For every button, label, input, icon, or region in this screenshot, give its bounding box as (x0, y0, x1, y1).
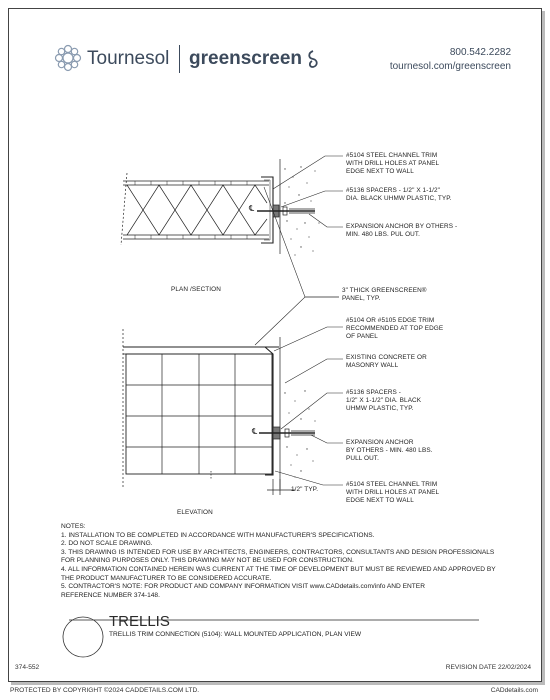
callout-channel-trim-elev: #5104 STEEL CHANNEL TRIM WITH DRILL HOLES AT PANEL EDGE NEXT TO WALL (346, 481, 440, 504)
plan-section-label: PLAN /SECTION (171, 286, 221, 293)
dimension-label: 1/2" TYP. (291, 486, 319, 493)
notes-block (61, 523, 496, 600)
brand-tournesol: Tournesol (87, 48, 170, 69)
callout-wall: EXISTING CONCRETE OR MASONRY WALL (346, 354, 427, 369)
brand-greenscreen: greenscreen (189, 48, 303, 69)
callout-edge-trim: #5104 OR #5105 EDGE TRIM RECOMMENDED AT TOP EDGE OF PANEL (346, 317, 444, 340)
callout-spacers-plan: #5136 SPACERS - 1/2" X 1-1/2" DIA. BLACK UHMW PLASTIC, TYP. (346, 187, 452, 202)
callout-anchor-plan: EXPANSION ANCHOR BY OTHERS - MIN. 480 LBS. PUL OUT. (346, 223, 458, 238)
note-line: 4. ALL INFORMATION CONTAINED HEREIN WAS CURRENT AT THE TIME OF DEVELOPMENT BUT MUST BE REVIEWED AND APPROVED BY (61, 565, 496, 573)
phone-number: 800.542.2282 (449, 47, 511, 58)
caddetails-link[interactable]: CADdetails.com (490, 687, 538, 694)
plan-panel (121, 173, 315, 245)
note-line: 1. INSTALLATION TO BE COMPLETED IN ACCORDANCE WITH MANUFACTURER'S SPECIFICATIONS. (61, 531, 375, 539)
centerline-mark-plan: ℄ (249, 204, 255, 213)
note-line: 2. DO NOT SCALE DRAWING. (61, 540, 153, 548)
note-line: REFERENCE NUMBER 374-148. (61, 591, 160, 599)
copyright-text: PROTECTED BY COPYRIGHT ©2024 CADDETAILS.COM LTD. (10, 687, 200, 694)
callout-spacers-elev: #5136 SPACERS - 1/2" X 1-1/2" DIA. BLACK UHMW PLASTIC, TYP. (346, 389, 422, 412)
notes-heading: NOTES: (61, 523, 86, 530)
drawing-sheet (8, 8, 542, 682)
elevation-panel (123, 329, 315, 495)
note-line: 5. CONTRACTOR'S NOTE: FOR PRODUCT AND COMPANY INFORMATION VISIT www.CADdetails.com/info AND ENTER (61, 583, 425, 591)
centerline-mark-elev: ℄ (252, 427, 258, 436)
note-line: 3. THIS DRAWING IS INTENDED FOR USE BY ARCHITECTS, ENGINEERS, CONTRACTORS, CONSULTANTS AND DESIGN PROFESSIONALS (61, 548, 495, 556)
drawing-title: TRELLIS (109, 613, 170, 630)
elevation-label: ELEVATION (177, 509, 213, 516)
note-line: THE PRODUCT MANUFACTURER TO BE CONSIDERED ACCURATE. (61, 574, 272, 582)
callout-channel-trim-plan: #5104 STEEL CHANNEL TRIM WITH DRILL HOLES AT PANEL EDGE NEXT TO WALL (346, 152, 440, 175)
drawing-subtitle: TRELLIS TRIM CONNECTION (5104): WALL MOUNTED APPLICATION, PLAN VIEW (109, 631, 362, 638)
callout-panel: 3" THICK GREENSCREEN® PANEL, TYP. (342, 287, 427, 302)
website-url: tournesol.com/greenscreen (389, 61, 511, 72)
note-line: FOR PLANNING PURPOSES ONLY. THIS DRAWING MAY NOT BE USED FOR CONSTRUCTION. (61, 557, 354, 565)
callout-anchor-elev: EXPANSION ANCHOR BY OTHERS - MIN. 480 LBS. PULL OUT. (346, 439, 433, 462)
drawing-number: 374-552 (15, 664, 40, 671)
revision-date: REVISION DATE 22/02/2024 (445, 664, 531, 671)
